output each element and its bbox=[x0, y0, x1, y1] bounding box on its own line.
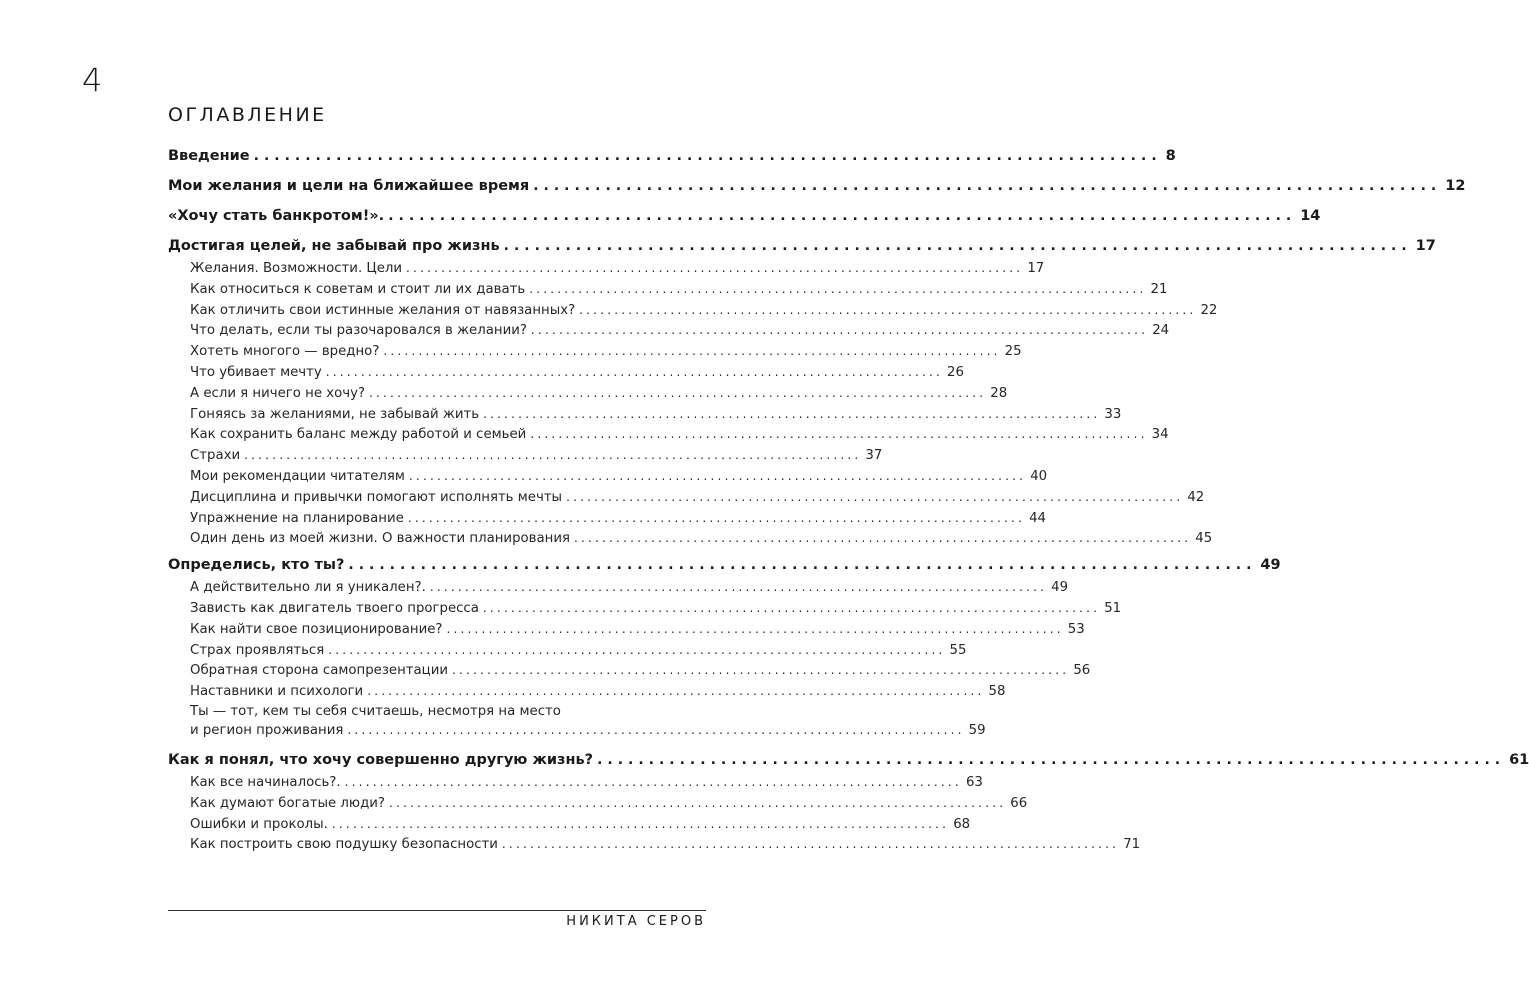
toc-section-title: Что делать, если ты разочаровался в желании? bbox=[190, 323, 527, 339]
toc-section-item[interactable] bbox=[168, 300, 1218, 321]
toc-section-title: Наставники и психологи bbox=[190, 684, 364, 700]
toc-chapter-title: Мои желания и цели на ближайшее время bbox=[168, 178, 530, 194]
toc-chapter-intro[interactable] bbox=[168, 146, 1176, 176]
toc-section-title: Гоняясь за желаниями, не забывай жить bbox=[190, 406, 480, 422]
toc-section-item[interactable] bbox=[168, 528, 1213, 549]
toc-section-title: Страх проявляться bbox=[190, 642, 325, 658]
toc-section-item[interactable] bbox=[168, 445, 883, 466]
toc-chapter-title: «Хочу стать банкротом!». bbox=[168, 208, 385, 224]
toc-section-item[interactable] bbox=[168, 702, 986, 742]
toc-chapter-1[interactable] bbox=[168, 176, 1466, 206]
toc-section-item[interactable] bbox=[168, 619, 1085, 640]
toc-chapter-title: Как я понял, что хочу совершенно другую жизнь? bbox=[168, 751, 594, 768]
toc-section-page: 56 bbox=[1073, 663, 1091, 679]
leader-dots: ........................................................................................ bbox=[597, 751, 1506, 768]
toc-section-item[interactable] bbox=[168, 834, 1141, 855]
toc-section-item[interactable] bbox=[168, 466, 1048, 487]
toc-section-item[interactable] bbox=[168, 681, 1006, 702]
toc-section-page: 51 bbox=[1104, 600, 1122, 616]
toc-chapter-page: 8 bbox=[1165, 148, 1176, 164]
leader-dots: ........................................................................................ bbox=[388, 795, 1007, 810]
toc-section-page: 37 bbox=[865, 448, 883, 464]
toc-section-page: 63 bbox=[965, 774, 983, 790]
footer-divider bbox=[168, 910, 706, 911]
leader-dots: ........................................................................................ bbox=[501, 837, 1120, 852]
toc-section-page: 45 bbox=[1195, 531, 1213, 547]
toc-section-page: 26 bbox=[947, 364, 964, 380]
leader-dots: ........................................................................................ bbox=[579, 302, 1197, 317]
leader-dots: ........................................................................................ bbox=[406, 261, 1024, 275]
leader-dots: ........................................................................................ bbox=[483, 406, 1101, 421]
toc-section-list bbox=[168, 577, 1122, 702]
toc-chapter-title: Определись, кто ты? bbox=[168, 557, 345, 574]
toc-section-item[interactable] bbox=[168, 258, 1045, 279]
toc-section-title: Как построить свою подушку безопасности bbox=[190, 837, 498, 853]
toc-section-page: 42 bbox=[1187, 489, 1205, 505]
toc-chapter-page: 12 bbox=[1445, 178, 1466, 194]
toc-section-item[interactable] bbox=[168, 320, 1170, 341]
toc-section-page: 34 bbox=[1151, 427, 1169, 443]
table-of-contents bbox=[168, 146, 1529, 855]
toc-section-item[interactable] bbox=[168, 577, 1069, 598]
leader-dots: ........................................................................................ bbox=[530, 427, 1148, 442]
toc-section-title: Хотеть многого — вредно? bbox=[190, 344, 380, 360]
toc-section-page: 22 bbox=[1200, 302, 1218, 318]
toc-section-list bbox=[168, 772, 1141, 855]
toc-section-item[interactable] bbox=[168, 772, 983, 793]
toc-section-item[interactable] bbox=[168, 279, 1168, 300]
toc-section-page: 53 bbox=[1067, 621, 1085, 637]
leader-dots: ........................................................................................ bbox=[533, 178, 1442, 194]
leader-dots: ........................................................................................ bbox=[529, 281, 1147, 296]
toc-section-title: Страхи bbox=[190, 448, 241, 464]
toc-section-title: Один день из моей жизни. О важности планирования bbox=[190, 531, 570, 547]
leader-dots: ........................................................................................ bbox=[452, 663, 1070, 678]
leader-dots: ........................................................................................ bbox=[530, 323, 1149, 338]
toc-section-page: 24 bbox=[1152, 323, 1170, 339]
toc-section-item[interactable] bbox=[168, 640, 967, 661]
toc-chapter-5[interactable] bbox=[168, 750, 1529, 772]
toc-section-item[interactable] bbox=[168, 660, 1091, 681]
toc-section-title: Как найти свое позиционирование? bbox=[190, 621, 443, 637]
toc-chapter-page: 61 bbox=[1509, 751, 1529, 768]
toc-section-title-line1: Ты — тот, кем ты себя считаешь, несмотря на место bbox=[190, 703, 561, 719]
toc-section-item[interactable] bbox=[168, 404, 1122, 425]
toc-section-page: 66 bbox=[1010, 795, 1028, 811]
footer-author: НИКИТА СЕРОВ bbox=[566, 914, 706, 929]
toc-section-title: Что убивает мечту bbox=[190, 364, 322, 380]
toc-chapter-title: Достигая целей, не забывай про жизнь bbox=[168, 238, 500, 254]
toc-section-page: 71 bbox=[1123, 837, 1141, 853]
toc-section-page: 33 bbox=[1104, 406, 1122, 422]
toc-chapter-page: 14 bbox=[1300, 208, 1321, 224]
toc-section-title: Мои рекомендации читателям bbox=[190, 468, 405, 484]
toc-section-item[interactable] bbox=[168, 487, 1205, 508]
leader-dots: ........................................................................................ bbox=[482, 600, 1101, 615]
toc-section-page: 59 bbox=[968, 723, 986, 739]
leader-dots: ........................................................................................ bbox=[253, 148, 1162, 164]
toc-section-page: 17 bbox=[1027, 261, 1045, 276]
toc-section-item[interactable] bbox=[168, 362, 964, 383]
toc-section-page: 44 bbox=[1029, 510, 1047, 526]
toc-section-list bbox=[168, 258, 1218, 549]
toc-section-title: Как отличить свои истинные желания от навязанных? bbox=[190, 302, 576, 318]
leader-dots: ........................................................................................ bbox=[344, 774, 962, 789]
leader-dots: ........................................................................................ bbox=[407, 510, 1026, 525]
toc-chapter-page: 17 bbox=[1415, 238, 1436, 254]
page-number: 4 bbox=[82, 61, 103, 99]
leader-dots: ........................................................................................ bbox=[331, 816, 950, 831]
toc-section-item[interactable] bbox=[168, 598, 1122, 619]
leader-dots: ........................................................................................ bbox=[566, 489, 1184, 504]
leader-dots: ........................................................................................ bbox=[429, 580, 1048, 595]
toc-section-title: Как сохранить баланс между работой и семьей bbox=[190, 427, 527, 443]
leader-dots: ........................................................................................ bbox=[348, 557, 1257, 574]
toc-section-page: 68 bbox=[953, 816, 971, 832]
toc-section-title: Зависть как двигатель твоего прогресса bbox=[190, 600, 479, 616]
toc-section-item[interactable] bbox=[168, 814, 971, 835]
leader-dots: ........................................................................................ bbox=[244, 448, 862, 463]
leader-dots: ........................................................................................ bbox=[367, 684, 985, 699]
leader-dots: ........................................................................................ bbox=[383, 344, 1001, 359]
toc-section-title-line2: и регион проживания bbox=[190, 723, 344, 739]
leader-dots: ........................................................................................ bbox=[325, 364, 944, 379]
leader-dots: ........................................................................................ bbox=[388, 208, 1297, 224]
leader-dots: ........................................................................................ bbox=[369, 385, 987, 400]
toc-section-page: 49 bbox=[1051, 580, 1069, 596]
toc-section-page: 28 bbox=[990, 385, 1008, 401]
leader-dots: ........................................................................................ bbox=[408, 468, 1027, 483]
leader-dots: ........................................................................................ bbox=[347, 723, 965, 738]
toc-section-title: Желания. Возможности. Цели bbox=[190, 261, 403, 276]
toc-chapter-page: 49 bbox=[1260, 557, 1281, 574]
toc-section-page: 58 bbox=[988, 684, 1006, 700]
toc-heading: ОГЛАВЛЕНИЕ bbox=[168, 104, 327, 126]
leader-dots: ........................................................................................ bbox=[328, 642, 946, 657]
toc-section-item[interactable] bbox=[168, 424, 1169, 445]
toc-section-title: А действительно ли я уникален?. bbox=[190, 580, 426, 596]
toc-section-title: Как относиться к советам и стоит ли их давать bbox=[190, 281, 526, 297]
toc-section-page: 25 bbox=[1004, 344, 1022, 360]
toc-section-title: Как думают богатые люди? bbox=[190, 795, 385, 811]
toc-section-page: 21 bbox=[1150, 281, 1168, 297]
leader-dots: ........................................................................................ bbox=[573, 531, 1192, 546]
toc-section-title: Обратная сторона самопрезентации bbox=[190, 663, 449, 679]
leader-dots: ........................................................................................ bbox=[503, 238, 1412, 254]
toc-section-title: Как все начиналось?. bbox=[190, 774, 341, 790]
toc-chapter-2[interactable] bbox=[168, 206, 1321, 236]
toc-chapter-title: Введение bbox=[168, 148, 250, 164]
toc-chapter-4[interactable] bbox=[168, 555, 1281, 577]
toc-section-item[interactable] bbox=[168, 341, 1022, 362]
toc-section-item[interactable] bbox=[168, 508, 1047, 529]
toc-section-page: 55 bbox=[949, 642, 967, 658]
toc-section-title: Упражнение на планирование bbox=[190, 510, 404, 526]
toc-section-title: Дисциплина и привычки помогают исполнять мечты bbox=[190, 489, 563, 505]
toc-section-title: А если я ничего не хочу? bbox=[190, 385, 366, 401]
toc-section-item[interactable] bbox=[168, 793, 1028, 814]
toc-section-title: Ошибки и проколы. bbox=[190, 816, 328, 832]
leader-dots: ........................................................................................ bbox=[446, 621, 1064, 636]
toc-section-page: 40 bbox=[1030, 468, 1048, 484]
toc-section-item[interactable] bbox=[168, 383, 1008, 404]
toc-chapter-3[interactable] bbox=[168, 236, 1436, 258]
